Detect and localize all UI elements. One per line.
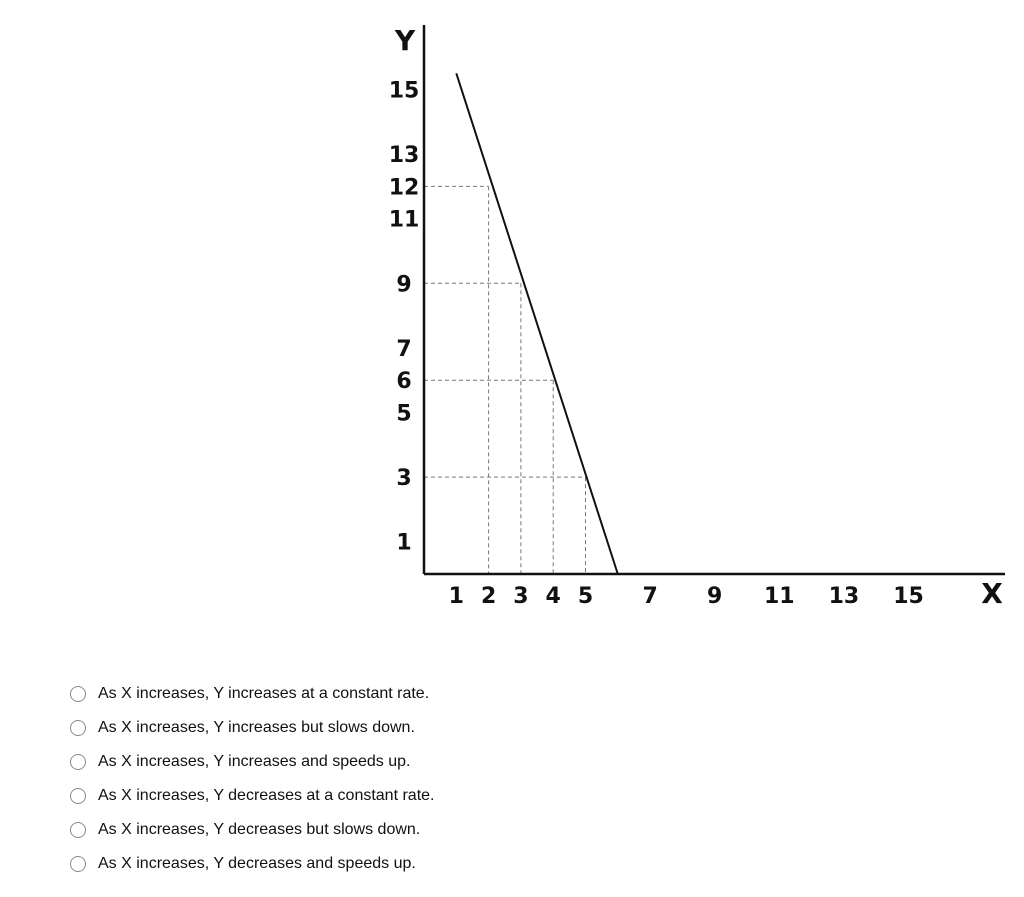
y-tick-label: 15 — [388, 78, 420, 104]
answer-option[interactable] — [70, 847, 434, 881]
x-tick-label: 7 — [642, 584, 658, 609]
option-label: As X increases, Y decreases and speeds up. — [98, 855, 416, 872]
radio-button[interactable] — [70, 754, 86, 770]
radio-button[interactable] — [70, 686, 86, 702]
option-label: As X increases, Y increases but slows down. — [98, 719, 415, 736]
x-tick-label: 2 — [480, 584, 497, 609]
y-axis-label: Y — [394, 24, 416, 57]
x-tick-labels — [449, 584, 924, 609]
y-tick-label: 1 — [396, 530, 412, 556]
x-tick-label: 5 — [577, 584, 594, 609]
x-tick-label: 1 — [448, 584, 464, 609]
option-label: As X increases, Y decreases but slows down. — [98, 821, 421, 838]
answer-option[interactable] — [70, 711, 434, 745]
x-tick-label: 9 — [707, 584, 723, 609]
x-tick-label: 3 — [513, 584, 529, 609]
radio-button[interactable] — [70, 822, 86, 838]
series-group — [456, 73, 618, 574]
answer-option[interactable] — [70, 779, 434, 813]
answer-options — [70, 677, 434, 881]
y-tick-labels — [389, 79, 420, 556]
answer-option[interactable] — [70, 813, 434, 847]
option-label: As X increases, Y increases at a constant rate. — [98, 685, 430, 702]
guide-lines — [424, 186, 586, 574]
x-tick-label: 11 — [763, 584, 795, 609]
option-label: As X increases, Y decreases at a constant rate. — [98, 787, 435, 804]
y-tick-label: 3 — [396, 466, 412, 492]
radio-button[interactable] — [70, 720, 86, 736]
x-tick-label: 4 — [545, 584, 561, 609]
x-tick-label: 13 — [828, 584, 860, 609]
radio-button[interactable] — [70, 788, 86, 804]
y-tick-label: 5 — [396, 401, 412, 427]
radio-button[interactable] — [70, 856, 86, 872]
answer-option[interactable] — [70, 677, 434, 711]
y-tick-label: 11 — [388, 207, 420, 233]
y-tick-label: 6 — [396, 369, 412, 395]
y-tick-label: 13 — [388, 143, 420, 169]
x-axis-label: X — [981, 577, 1003, 610]
y-tick-label: 7 — [396, 336, 412, 362]
y-tick-label: 9 — [396, 272, 412, 298]
answer-option[interactable] — [70, 745, 434, 779]
option-label: As X increases, Y increases and speeds up. — [98, 753, 411, 770]
y-tick-label: 12 — [388, 175, 420, 201]
series-line — [456, 73, 618, 574]
x-tick-label: 15 — [893, 584, 924, 609]
